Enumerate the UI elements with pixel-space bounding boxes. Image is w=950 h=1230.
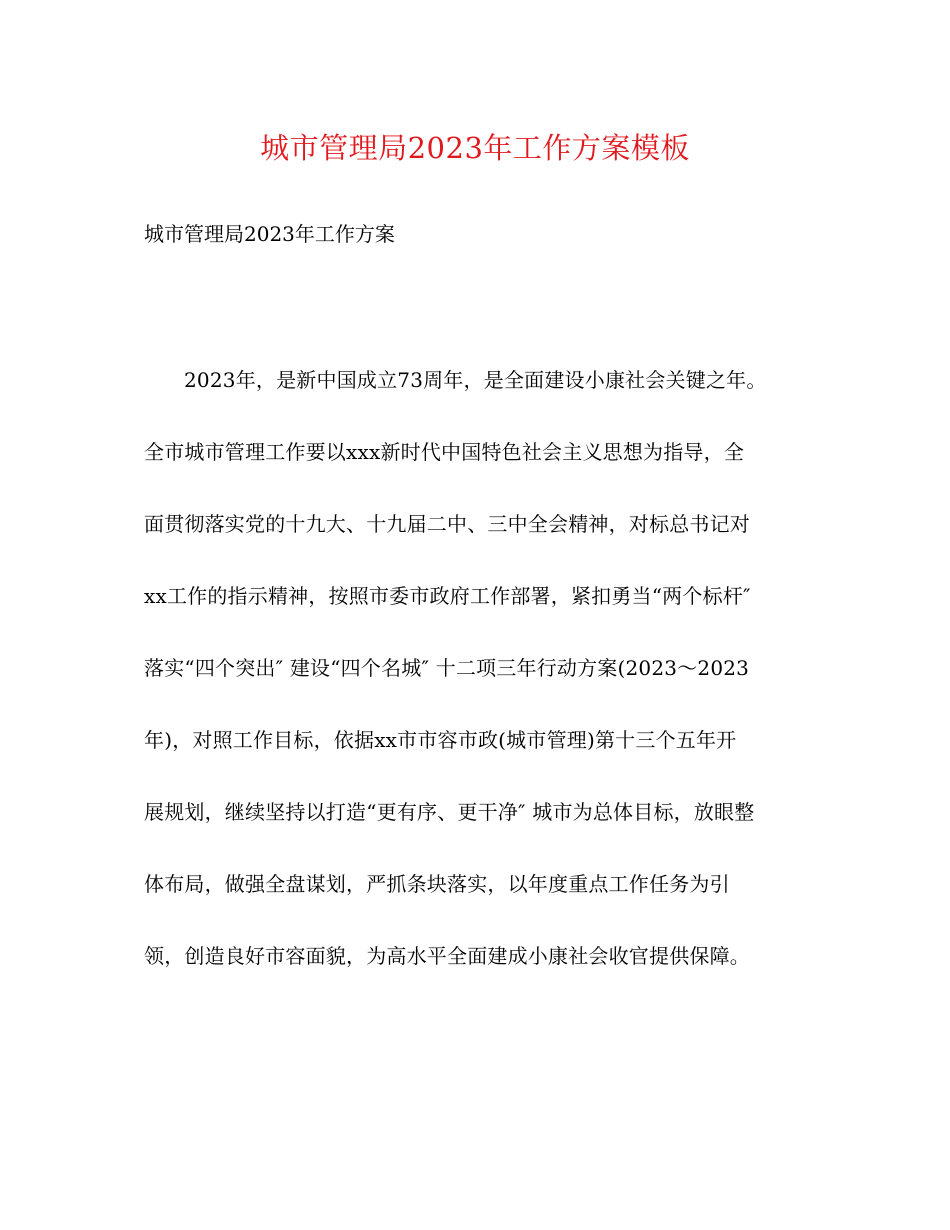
- paragraph-line: xx工作的指示精神，按照市委市政府工作部署，紧扣勇当“两个标杆″: [144, 584, 751, 608]
- document-title: 城市管理局2023年工作方案模板: [260, 131, 690, 165]
- paragraph-line: 展规划，继续坚持以打造“更有序、更干净″ 城市为总体目标，放眼整: [144, 800, 755, 824]
- paragraph-line: 落实“四个突出″ 建设“四个名城″ 十二项三年行动方案(2023～2023: [144, 656, 750, 680]
- paragraph-line: 面贯彻落实党的十九大、十九届二中、三中全会精神，对标总书记对: [144, 512, 750, 536]
- paragraph-line: 全市城市管理工作要以xxx新时代中国特色社会主义思想为指导，全: [144, 440, 745, 464]
- paragraph-line: 领，创造良好市容面貌，为高水平全面建成小康社会收官提供保障。: [144, 944, 750, 968]
- paragraph-line: 2023年，是新中国成立73周年，是全面建设小康社会关键之年。: [184, 368, 767, 392]
- document-subtitle: 城市管理局2023年工作方案: [144, 222, 395, 246]
- paragraph-line: 年)，对照工作目标，依据xx市市容市政(城市管理)第十三个五年开: [144, 728, 737, 752]
- paragraph-line: 体布局，做强全盘谋划，严抓条块落实，以年度重点工作任务为引: [144, 872, 730, 896]
